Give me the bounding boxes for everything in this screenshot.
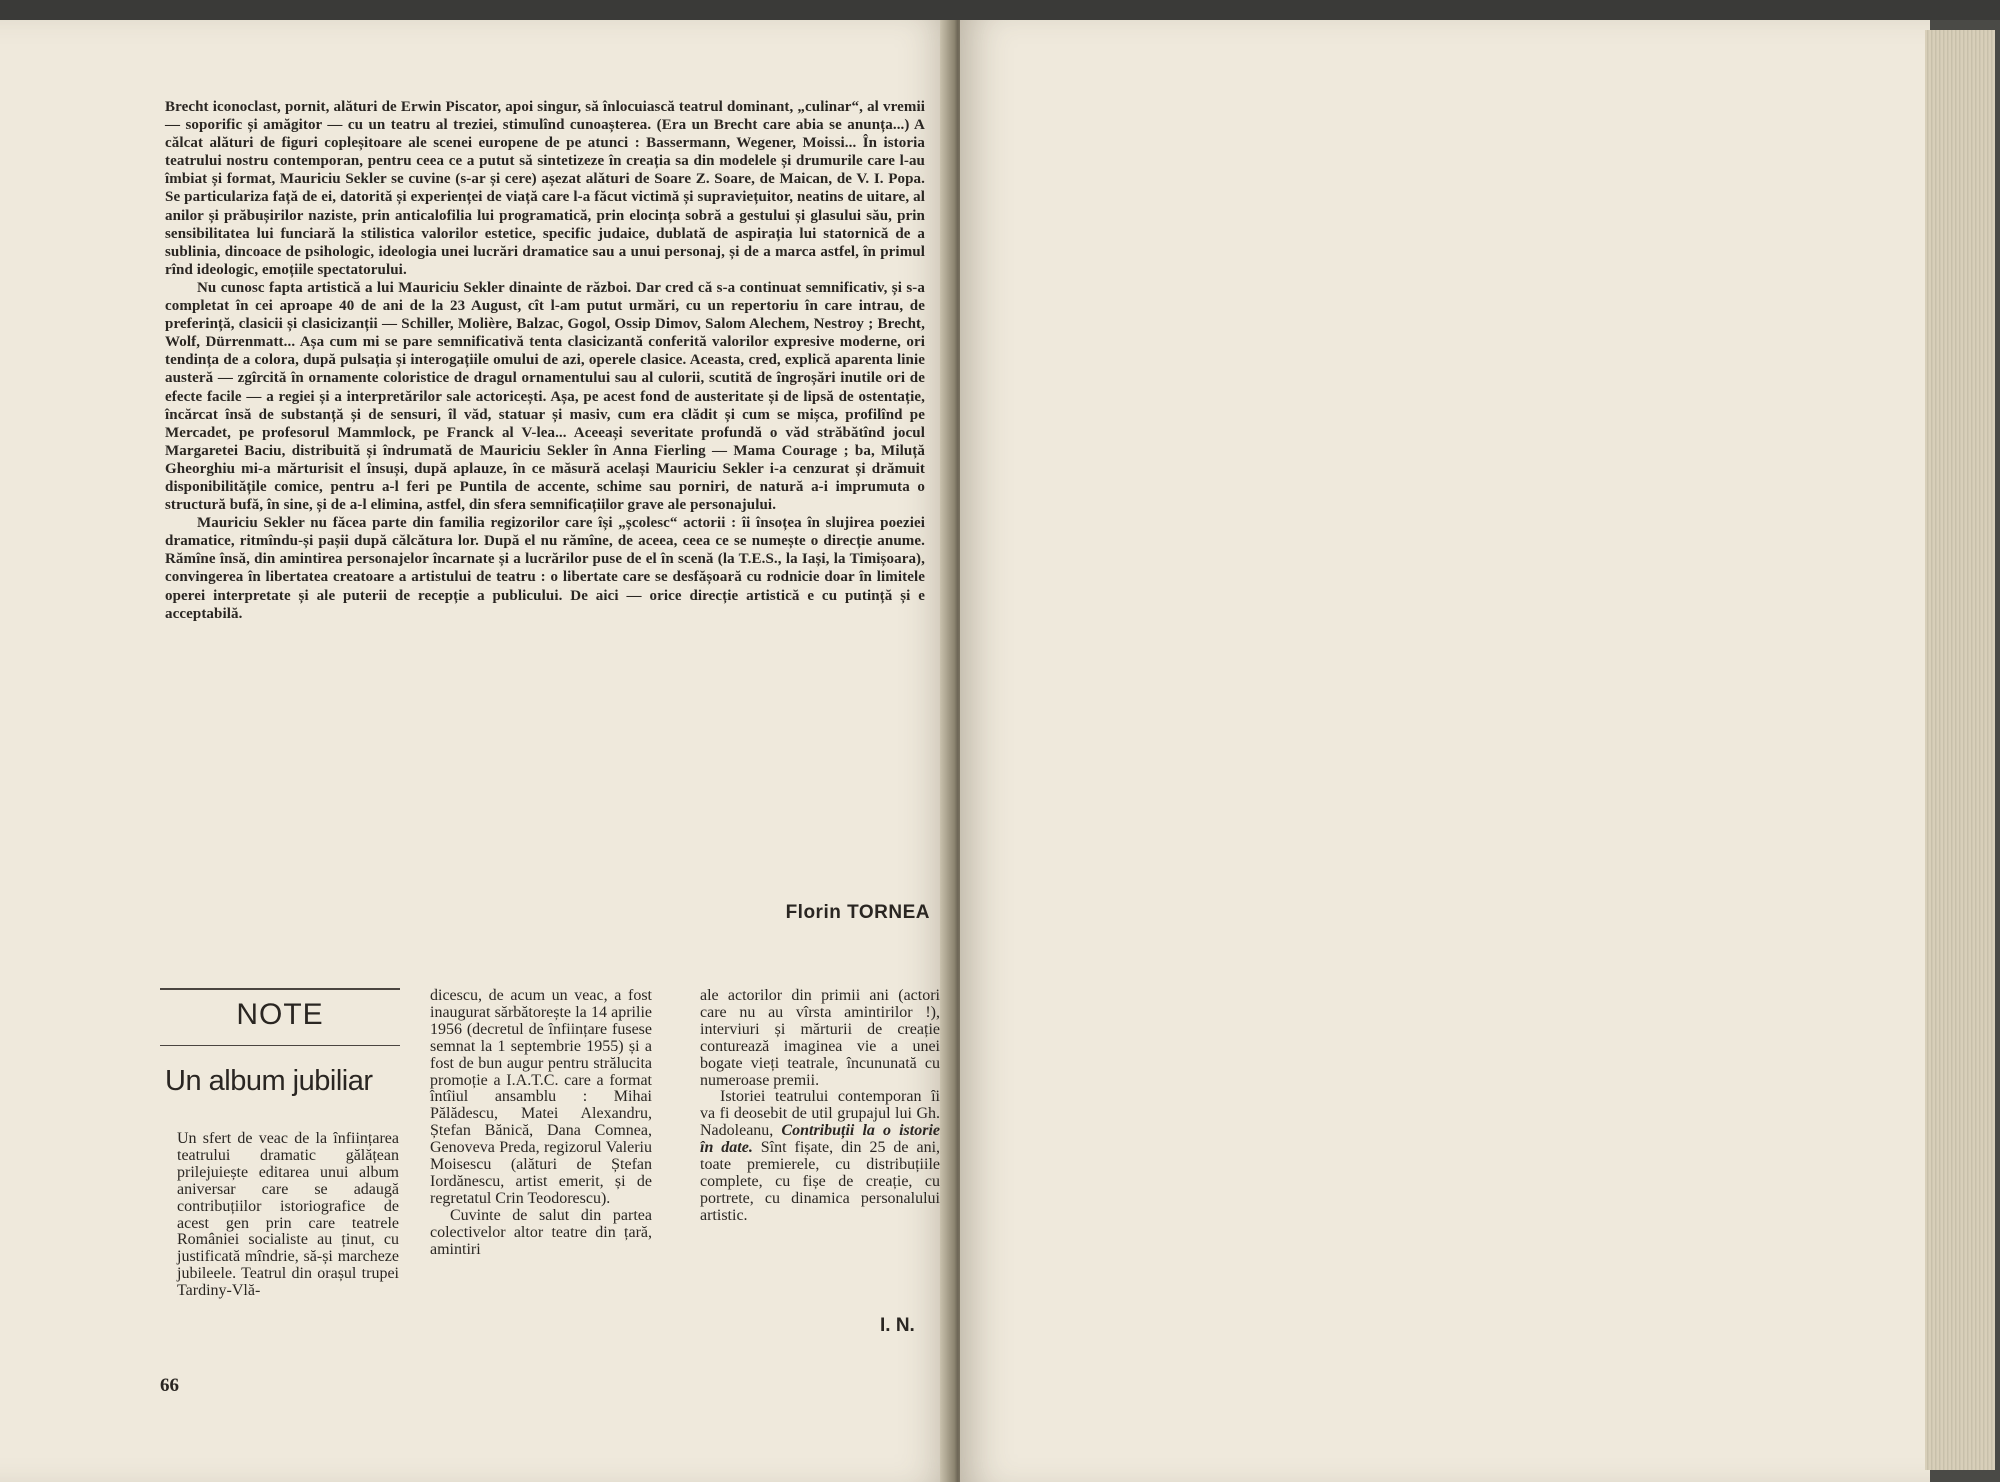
note-paragraph: Cuvinte de salut din partea colectivelor altor teatre din țară, amintiri (430, 1206, 652, 1258)
book-title-italic: Contribuții la o istorie în date. (700, 1122, 940, 1157)
essay-paragraph: Nu cunosc fapta artistică a lui Mauriciu Sekler dinainte de război. Dar cred că s-a continuat semnificativ, și s-a completat în cei aproape 40 de ani de la 23 August, cît l-am putut urmări, cu un repertoriu în care intrau, de preferință, clasicii și clasicizanții — Schiller, Molière, Balzac, Gogol, Ossip Dimov, Salom Alechem, Nestroy ; Brecht, Wolf, Dürrenmatt... Așa cum mi se pare semnificativă tenta clasicizantă conferită valorilor expresive moderne, ori tendința de a colora, după pulsația și interogațiile omului de azi, operele clasice. Aceasta, cred, explică aparenta linie austeră — zgîrcită în ornamente coloristice de dragul ornamentului sau al culorii, scutită de îngroșări inutile ori de efecte facile — a regiei și a interpretărilor sale actoricești. Așa, pe acest fond de austeritate și de lipsă de ostentație, încărcat însă de substanță și de sensuri, îl văd, statuar și masiv, cum era clădit și cum se mișca, profilînd pe Mercadet, pe profesorul Mammlock, pe Franck al V-lea... Aceeași severitate profundă o văd străbătînd jocul Margaretei Baciu, distribuită și îndrumată de Mauriciu Sekler în Anna Fierling — Mama Courage ; ba, Miluță Gheorghiu mi-a mărturisit el însuși, după aplauze, în ce măsură același Mauriciu Sekler i-a cenzurat și drămuit disponibilitățile comice, pentru a-l feri pe Puntila de accente, schime sau porniri, de natură a-i imprumuta o structură bufă, în sine, și de a-l elimina, astfel, din sfera semnificațiilor grave ale personajului. (165, 279, 925, 514)
notes-bottom-rule (160, 1045, 400, 1046)
note-text: Sînt fișate, din 25 de ani, toate premierele, cu distribuțiile complete, cu fișe de creație, cu portrete, cu dinamica personalului artistic. (700, 1139, 941, 1224)
notes-top-rule (160, 988, 400, 990)
note-initials: I. N. (880, 1315, 915, 1336)
right-page (960, 20, 1930, 1482)
essay-paragraph: Brecht iconoclast, pornit, alături de Erwin Piscator, apoi singur, să înlocuiască teatrul dominant, „culinar“, al vremii — soporific și amăgitor — cu un teatru al treziei, stimulînd cunoașterea. (Era un Brecht care abia se anunța...) A călcat alături de figuri copleșitoare ale scenei europene de pe atunci : Bassermann, Wegener, Moissi... În istoria teatrului nostru contemporan, pentru ceea ce a putut să sintetizeze în creația sa din modelele și drumurile care l-au îmbiat și format, Mauriciu Sekler se cuvine (s-ar și cere) așezat alături de Soare Z. Soare, de Maican, de V. I. Popa. Se particulariza față de ei, datorită și experienței de viață care l-a făcut victimă și supraviețuitor, neatins de uitare, al anilor și prăbușirilor naziste, prin anticalofilia lui programatică, prin elocința sobră a gestului și glasului său, prin sensibilitatea lui funciară la stilistica valorilor estetice, specific judaice, dublată de aspirația lui statornică de a sublinia, dincoace de psihologic, ideologia unei lucrări dramatice sau a unui personaj, și de a marca astfel, în primul rînd ideologic, emoțiile spectatorului. (165, 99, 925, 278)
note-paragraph: Un sfert de veac de la înființarea teatrului dramatic gălățean prilejuiește editarea unui album aniversar care se adaugă contribuțiilor istoriografice de acest gen prin care teatrele României socialiste au ținut, cu justificată mîndrie, să-și marcheze jubileele. Teatrul din orașul trupei Tardiny-Vlă- (177, 1130, 399, 1300)
note-paragraph: dicescu, de acum un veac, a fost inaugurat sărbătorește la 14 aprilie 1956 (decretul de înființare fusese semnat la 1 septembrie 1955) și a fost de bun augur pentru strălucita promoție a I.A.T.C. care a format întîiul ansamblu : Mihai Pălădescu, Matei Alexandru, Ștefan Bănică, Dana Comnea, Genoveva Preda, regizorul Valeriu Moisescu (alături de Ștefan Iordănescu, artist emerit, și de regretatul Crin Teodorescu). (430, 987, 652, 1207)
page-edges (1925, 30, 1995, 1470)
note-column-2 (430, 988, 652, 1259)
note-text: Istoriei teatrului contemporan îi va fi deosebit de util grupajul lui Gh. Nadoleanu, (700, 1088, 940, 1140)
essay-text (165, 98, 925, 623)
note-column-1 (177, 1131, 399, 1300)
note-paragraph (700, 1089, 940, 1224)
note-title: Un album jubiliar (165, 1065, 373, 1097)
notes-heading: NOTE (236, 998, 324, 1031)
page-number-left: 66 (160, 1375, 179, 1396)
open-book (0, 20, 2000, 1482)
note-column-3 (700, 988, 940, 1225)
note-paragraph: ale actorilor din primii ani (actori care nu au vîrsta amintirilor !), interviuri și mărturii de creație conturează imaginea vie a unei bogate vieți teatrale, încununată cu numeroase premii. (700, 987, 940, 1089)
author-signature: Florin TORNEA (785, 902, 930, 923)
left-page (0, 20, 952, 1482)
essay-paragraph: Mauriciu Sekler nu făcea parte din familia regizorilor care își „școlesc“ actorii : îi însoțea în slujirea poeziei dramatice, ritmîndu-și pașii după călcătura lor. După el nu rămîne, de aceea, ceea ce se numește o direcție anume. Rămîne însă, din amintirea personajelor încarnate și a lucrărilor puse de el în scenă (la T.E.S., la Iași, la Timișoara), convingerea în libertatea creatoare a artistului de teatru : o libertate care se desfășoară cu rodnicie doar în limitele operei interpretate și ale puterii de recepție a publicului. De aici — orice direcție artistică e cu putință și e acceptabilă. (165, 515, 925, 622)
